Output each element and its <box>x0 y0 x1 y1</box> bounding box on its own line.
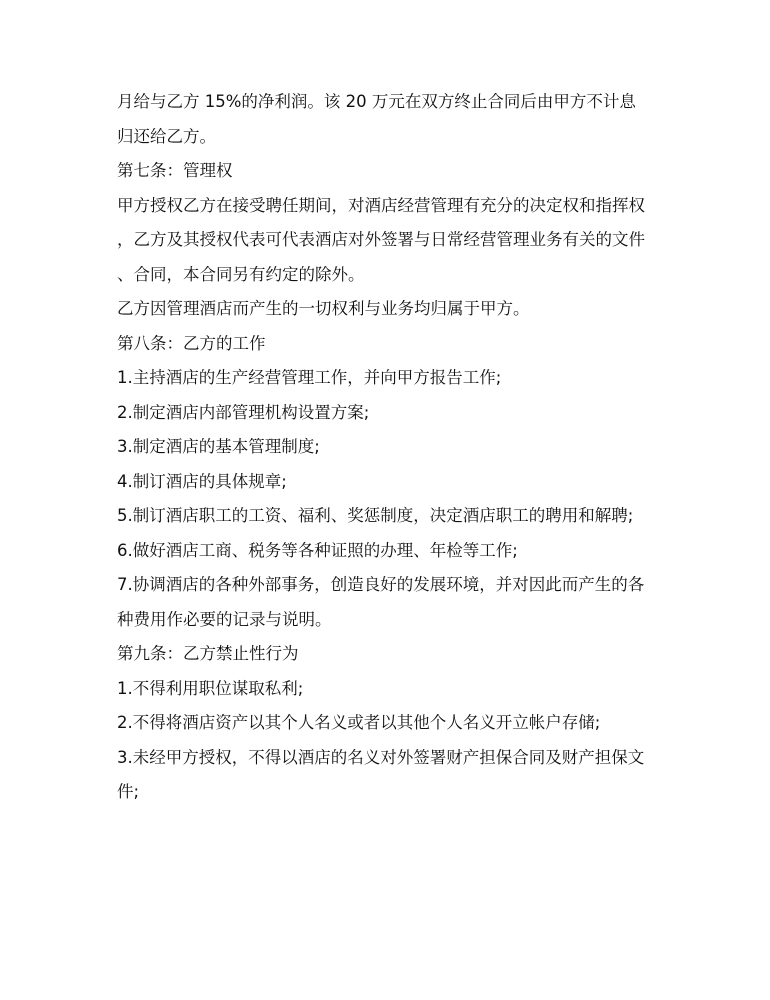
heading-article-9: 第九条：乙方禁止性行为 <box>117 644 299 663</box>
list-item-work-6: 6.做好酒店工商、税务等各种证照的办理、年检等工作; <box>117 540 518 560</box>
list-item-prohibited-2: 2.不得将酒店资产以其个人名义或者以其他个人名义开立帐户存储; <box>117 713 601 732</box>
list-item-prohibited-1: 1.不得利用职位谋取私利; <box>117 678 304 698</box>
list-item-prohibited-3: 3.未经甲方授权，不得以酒店的名义对外签署财产担保合同及财产担保文件; <box>117 747 645 801</box>
list-item-work-3: 3.制定酒店的基本管理制度; <box>117 437 320 456</box>
document-page <box>117 85 647 810</box>
paragraph-rights-belong: 乙方因管理酒店而产生的一切权利与业务均归属于甲方。 <box>117 299 530 318</box>
list-item-work-7: 7.协调酒店的各种外部事务，创造良好的发展环境，并对因此而产生的各种费用作必要的记录与说明。 <box>117 575 645 629</box>
list-item-work-5: 5.制订酒店职工的工资、福利、奖惩制度，决定酒店职工的聘用和解聘; <box>117 506 634 525</box>
paragraph-profit-return: 月给与乙方 15%的净利润。该 20 万元在双方终止合同后由甲方不计息归还给乙方。 <box>117 92 636 146</box>
list-item-work-4: 4.制订酒店的具体规章; <box>117 471 287 491</box>
list-item-work-1: 1.主持酒店的生产经营管理工作，并向甲方报告工作; <box>117 368 502 387</box>
heading-article-8: 第八条：乙方的工作 <box>117 333 266 353</box>
paragraph-management-authority: 甲方授权乙方在接受聘任期间，对酒店经营管理有充分的决定权和指挥权，乙方及其授权代表可代表酒店对外签署与日常经营管理业务有关的文件、合同，本合同另有约定的除外。 <box>117 195 645 284</box>
list-item-work-2: 2.制定酒店内部管理机构设置方案; <box>117 402 370 422</box>
heading-article-7: 第七条：管理权 <box>117 161 233 180</box>
